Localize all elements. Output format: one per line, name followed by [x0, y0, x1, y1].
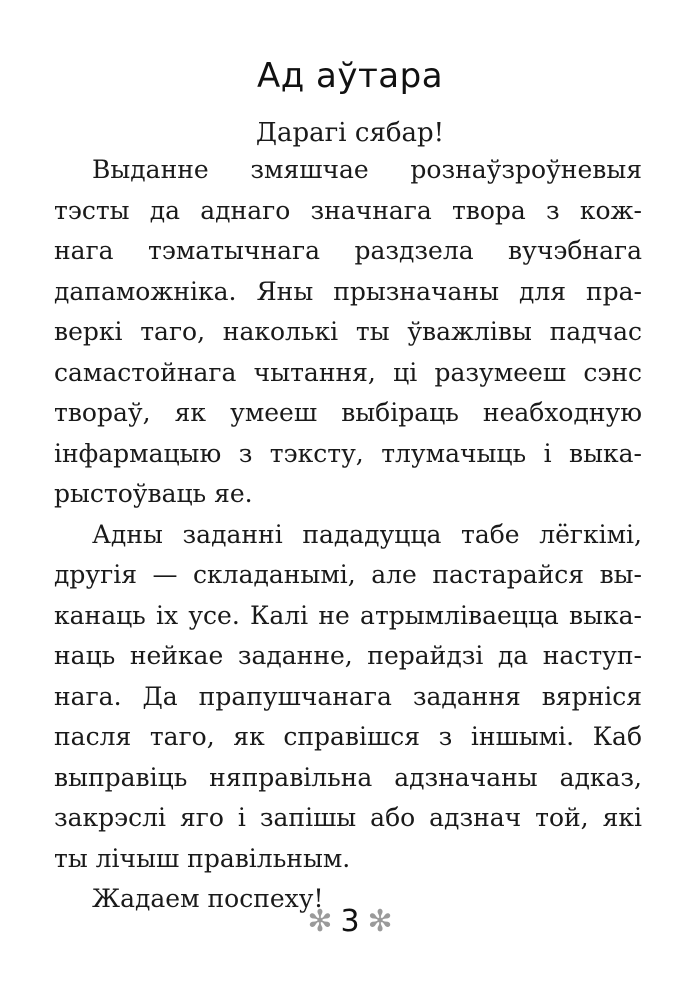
text-line: закрэслі яго і запішы або адзнач той, які — [54, 803, 642, 832]
text-line: другія — складанымі, але пастарайся вы- — [54, 560, 642, 589]
page-number: 3 — [340, 904, 360, 939]
text-line: выправіць няправільна адзначаны адказ, — [54, 762, 642, 792]
text-line: пасля таго, як справішся з іншымі. Каб — [54, 722, 642, 751]
page-title: Ад аўтара — [256, 56, 444, 96]
star-ornament-icon: ✻ — [367, 904, 393, 939]
text-line: Адны заданні пададуцца табе лёгкімі, — [92, 519, 642, 549]
text-line: дапаможніка. Яны прызначаны для пра- — [54, 276, 642, 306]
text-line: нага тэматычнага раздзела вучэбнага — [54, 236, 642, 265]
text-line: ты лічыш правільным. — [54, 843, 351, 873]
text-line: тэсты да аднаго значнага твора з кож- — [54, 195, 642, 225]
greeting: Дарагі сябар! — [255, 118, 445, 148]
text-line: Жадаем поспеху! — [92, 884, 324, 913]
text-line: веркі таго, наколькі ты ўважлівы падчас — [54, 317, 642, 346]
text-line: нага. Да прапушчанага задання вярніся — [54, 681, 642, 711]
page-footer — [0, 904, 700, 939]
text-line: інфармацыю з тэксту, тлумачыць і выка- — [54, 438, 642, 468]
text-line: самастойнага чытання, ці разумееш сэнс — [54, 357, 642, 387]
text-line: рыстоўваць яе. — [54, 479, 253, 508]
text-line: твораў, як умееш выбіраць неабходную — [54, 398, 642, 427]
body-text — [54, 150, 642, 920]
text-line: наць нейкае заданне, перайдзі да наступ- — [54, 641, 642, 670]
star-ornament-icon: ✻ — [307, 904, 333, 939]
text-line: Выданне змяшчае рознаўзроўневыя — [92, 155, 642, 184]
text-line: канаць іх усе. Калі не атрымліваецца выка- — [54, 600, 642, 630]
